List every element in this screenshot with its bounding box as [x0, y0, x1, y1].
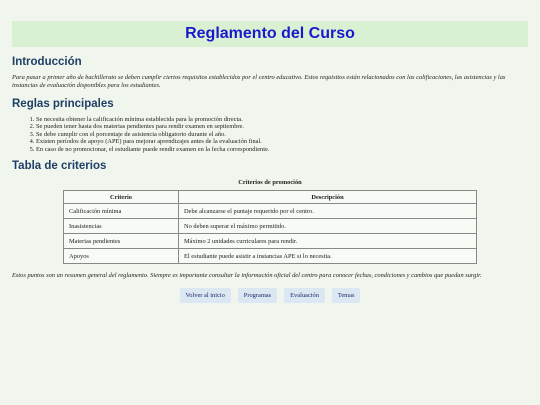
- cell-descripcion: Máximo 2 unidades curriculares para rendir.: [179, 234, 477, 249]
- rules-list: [12, 116, 528, 154]
- column-header-descripcion: Descripción: [179, 191, 477, 204]
- rule-item: 2. Se pueden tener hasta dos materias pendientes para rendir examen en septiembre.: [36, 123, 528, 131]
- table-row: [64, 219, 477, 234]
- rules-heading: Reglas principales: [12, 97, 114, 110]
- rules-section: [12, 98, 528, 154]
- rule-item: 4. Existen períodos de apoyo (APE) para mejorar aprendizajes antes de la evaluación final.: [36, 138, 528, 146]
- cell-criterio: Apoyos: [64, 249, 179, 264]
- cell-descripcion: Debe alcanzarse el puntaje requerido por el centro.: [179, 204, 477, 219]
- evaluation-button[interactable]: Evaluación: [284, 288, 325, 303]
- table-row: [64, 249, 477, 264]
- criteria-table: [63, 190, 477, 264]
- home-button[interactable]: Volver al inicio: [180, 288, 231, 303]
- intro-section: [12, 56, 528, 91]
- page-title: Reglamento del Curso: [185, 25, 355, 42]
- cell-criterio: Materias pendientes: [64, 234, 179, 249]
- table-caption: Criterios de promoción: [238, 179, 302, 187]
- bottom-nav: [12, 288, 528, 303]
- footer-note: Estos puntos son un resumen general del reglamento. Siempre es importante consultar la información oficial del centro para conocer fechas, condiciones y cambios que puedan surgir.: [12, 272, 482, 280]
- intro-heading: Introducción: [12, 56, 82, 68]
- table-header-row: [64, 191, 477, 204]
- cell-descripcion: No deben superar el máximo permitido.: [179, 219, 477, 234]
- cell-criterio: Inasistencias: [64, 219, 179, 234]
- rule-item: 5. En caso de no promocionar, el estudiante puede rendir examen en la fecha correspondiente.: [36, 146, 528, 154]
- criteria-heading: Tabla de criterios: [12, 160, 107, 173]
- programs-button[interactable]: Programas: [238, 288, 277, 303]
- rule-item: 1. Se necesita obtener la calificación mínima establecida para la promoción directa.: [36, 116, 528, 124]
- table-row: [64, 234, 477, 249]
- cell-criterio: Calificación mínima: [64, 204, 179, 219]
- rule-item: 3. Se debe cumplir con el porcentaje de asistencia obligatorio durante el año.: [36, 131, 528, 139]
- criteria-section: [12, 160, 528, 264]
- cell-descripcion: El estudiante puede asistir a instancias APE si lo necesita.: [179, 249, 477, 264]
- table-row: [64, 204, 477, 219]
- title-banner: [12, 21, 528, 47]
- column-header-criterio: Criterio: [64, 191, 179, 204]
- topics-button[interactable]: Temas: [332, 288, 361, 303]
- intro-paragraph: Para pasar a primer año de bachillerato se deben cumplir ciertos requisitos establecidos por el centro educativo. Estos requisitos están relacionados con las calificaciones, las asistencias y las instancias de evaluación disponibles para los estudiantes.: [12, 74, 506, 90]
